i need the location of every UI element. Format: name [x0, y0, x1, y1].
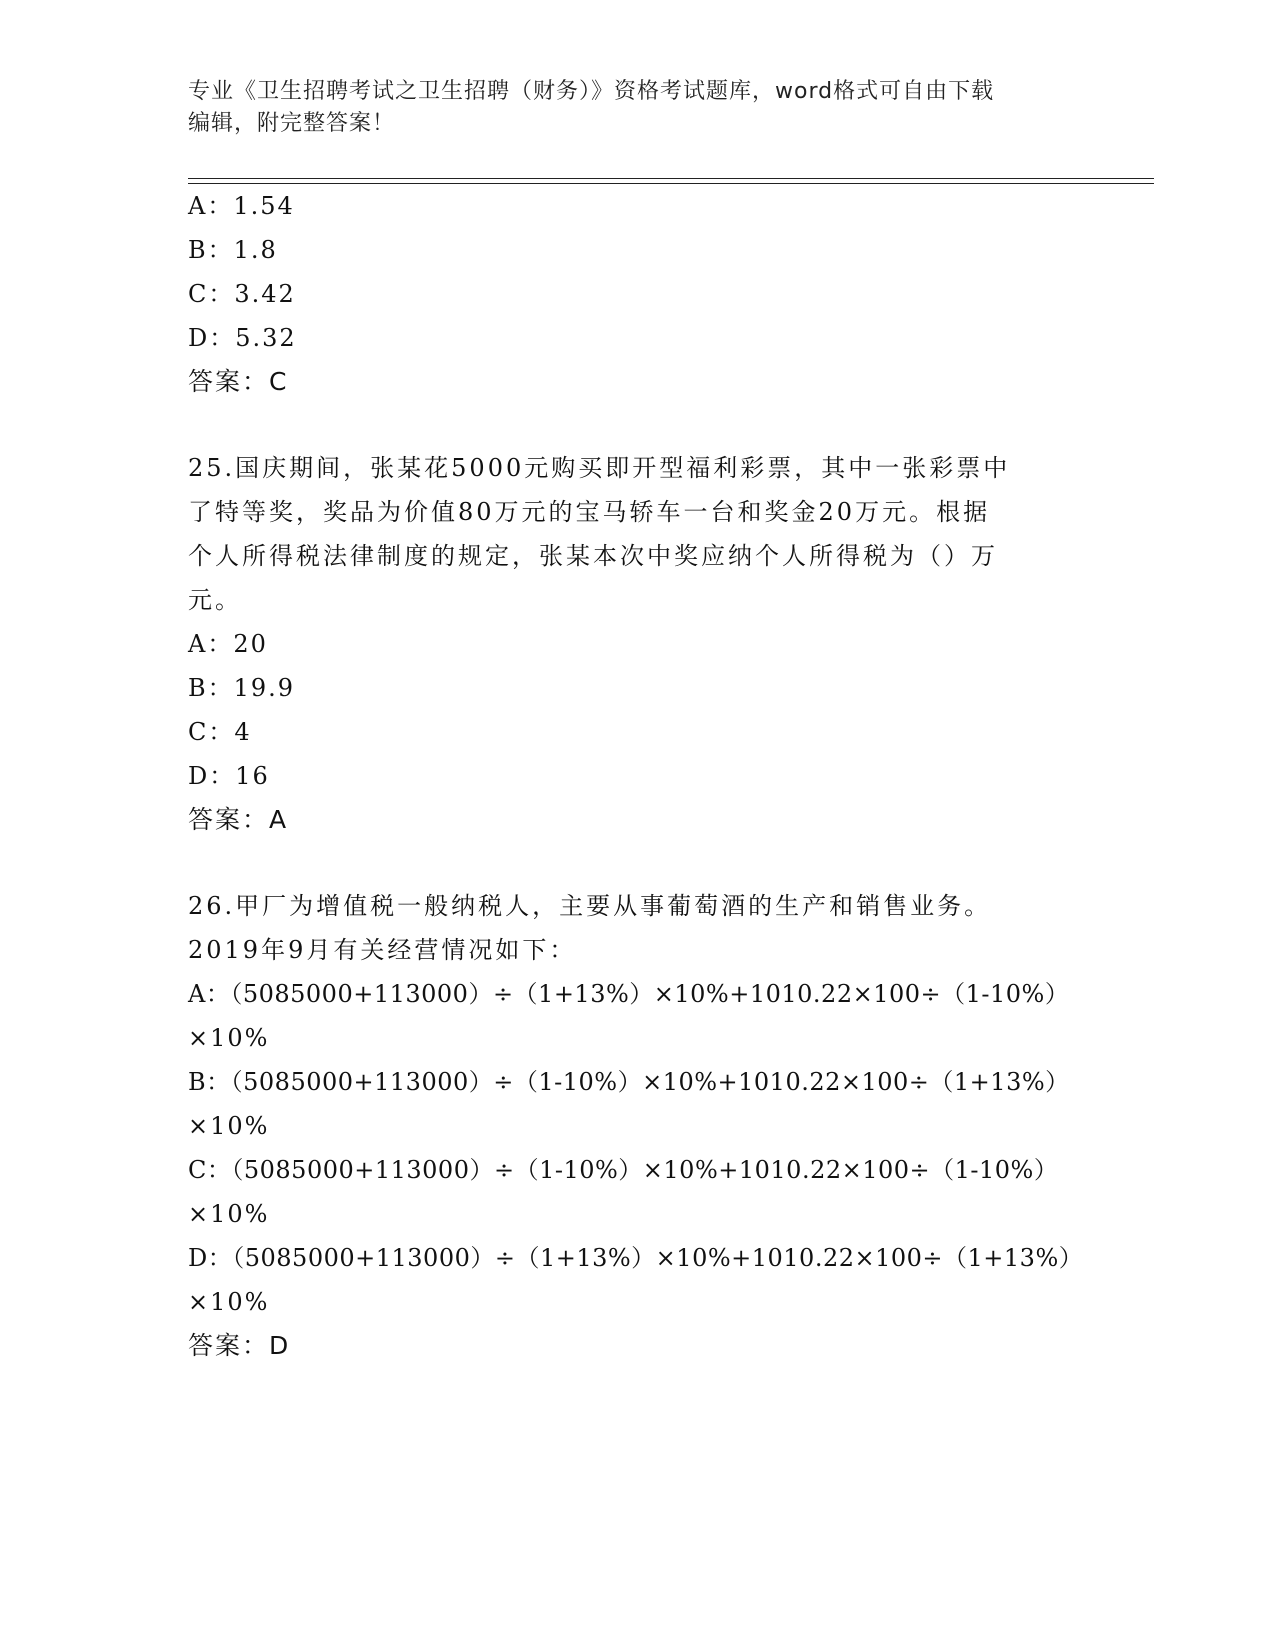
prev-option-b: B：1.8 — [188, 236, 278, 264]
prev-option-c: C：3.42 — [188, 280, 296, 308]
header-line-1: 专业《卫生招聘考试之卫生招聘（财务）》资格考试题库，word格式可自由下载 — [188, 79, 995, 104]
q26-answer: 答案：D — [188, 1331, 291, 1360]
q25-option-d: D：16 — [188, 762, 270, 790]
q26-option-d-cont: ×10% — [188, 1288, 270, 1316]
q25-text-line-1: 25.国庆期间，张某花5000元购买即开型福利彩票，其中一张彩票中 — [188, 454, 1011, 482]
document-header — [188, 76, 1068, 140]
q25-text-line-4: 元。 — [188, 586, 242, 614]
q26-option-d: D：（5085000+113000）÷（1+13%）×10%+1010.22×100÷（1+13%） — [188, 1244, 1084, 1272]
header-divider-top — [188, 178, 1154, 179]
q26-option-b-cont: ×10% — [188, 1112, 270, 1140]
q25-answer: 答案：A — [188, 805, 289, 834]
q25-option-a: A：20 — [188, 630, 268, 658]
prev-answer: 答案：C — [188, 367, 289, 396]
q26-text-line-1: 26.甲厂为增值税一般纳税人，主要从事葡萄酒的生产和销售业务。 — [188, 892, 992, 920]
q25-text-line-2: 了特等奖，奖品为价值80万元的宝马轿车一台和奖金20万元。根据 — [188, 498, 991, 526]
q25-option-c: C：4 — [188, 718, 252, 746]
q26-text-line-2: 2019年9月有关经营情况如下： — [188, 936, 577, 964]
header-divider-bottom — [188, 183, 1154, 184]
q25-option-b: B：19.9 — [188, 674, 296, 702]
q26-option-a-cont: ×10% — [188, 1024, 270, 1052]
q26-option-c-cont: ×10% — [188, 1200, 270, 1228]
q25-text-line-3: 个人所得税法律制度的规定，张某本次中奖应纳个人所得税为（）万 — [188, 542, 998, 570]
q26-option-b: B：（5085000+113000）÷（1-10%）×10%+1010.22×100÷（1+13%） — [188, 1068, 1070, 1096]
prev-option-a: A：1.54 — [188, 192, 295, 220]
q26-option-a: A：（5085000+113000）÷（1+13%）×10%+1010.22×100÷（1-10%） — [188, 980, 1070, 1008]
q26-option-c: C：（5085000+113000）÷（1-10%）×10%+1010.22×100÷（1-10%） — [188, 1156, 1059, 1184]
prev-option-d: D：5.32 — [188, 324, 297, 352]
header-line-2: 编辑，附完整答案！ — [188, 111, 396, 136]
